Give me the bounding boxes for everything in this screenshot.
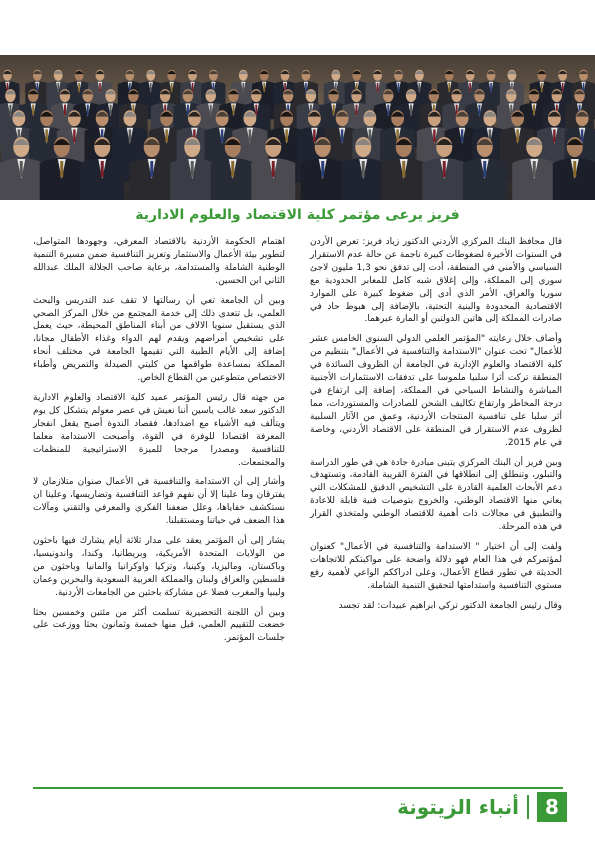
paragraph: وبين فريز أن البنك المركزي يتبنى مبادرة جادة هي في طور الدراسة والتبلور، وتنطلق إلى انطلاقها في الفترة القريبة القادمة، وتستهدف دعم الأبحاث العلمية القادرة على التشخيص الدقيق للمشكلات التي يعاني منها الاقتصاد الوطني، والخروج بتوصيات فنية قابلة للاعادة والتطبيق في مجالات ذات أهمية للاقتصاد الوطني ولمتخذي القرار في هذه المرحلة. [310, 457, 562, 533]
group-photo [0, 55, 595, 200]
paragraph: وأشار إلى أن الاستدامة والتنافسية في الأعمال صنوان متلازمان لا يفترقان وما علينا إلا أن نفهم قواعد التنافسية وتضاريسها، وعلينا ان نستكشف خفاياها، وعلل ضعفنا الفكري والمعرفي والتقني ومآلات هذا الضعف في حياتنا ومستقبلنا. [33, 477, 285, 527]
article-column-right [310, 236, 562, 619]
paragraph: وبين أن اللجنة التحضيرية تسلمت أكثر من مئتين وخمسين بحثا خضعت للتقييم العلمي، قبل منها خمسة وثمانون بحثا ووزعت على جلسات المؤتمر. [33, 607, 285, 644]
paragraph: قال محافظ البنك المركزي الأردني الدكتور زياد فريز: تعرض الأردن في السنوات الأخيرة لضغوطات كبيرة ناجمة عن حالة عدم الاستقرار السياسي والأمني في المنطقة، أدت إلى تدفق نحو 1,3 مليون لاجئ سوري إلى المملكة، وإلى إغلاق شبه كامل للمعابر الحدودية مع سوريا والعراق، الأمر الذي أدى إلى ضغوط كبيرة على الموارد الاقتصادية المحدودة والبنية التحتية، بالإضافة إلى هبوط حاد في صادرات المملكة إلى هاتين الدولتين أو المارة عبرهما. [310, 237, 562, 325]
footer-separator [527, 795, 529, 819]
article-title: فريز يرعى مؤتمر كلية الاقتصاد والعلوم الادارية [135, 207, 460, 223]
footer-divider [33, 787, 563, 789]
top-margin [0, 0, 595, 55]
paragraph: وأضاف خلال رعايته "المؤتمر العلمي الدولي السنوي الخامس عشر للأعمال" تحت عنوان "الاستدامة والتنافسية في الأعمال" بتنظيم من كلية الاقتصاد والعلوم الإدارية في الجامعة أن الظروف السائدة في المنطقة تركت أثرا سلبيا ملموسا على تدفقات الاستثمارات الأجنبية المباشرة والنشاط السياحي في المملكة، إضافة إلى ارتفاع في درجة المخاطر وارتفاع تكاليف الشحن للصادرات والمستوردات، مما أثر سلبا على تنافسية المنتجات الأردنية، وعمق من الآثار السلبية لظروف عدم الاستقرار في المنطقة على الاقتصاد الأردني، وخاصة في عام 2015. [310, 334, 562, 448]
page-footer [397, 790, 567, 824]
paragraph: ولفت إلى أن اختيار " الاستدامة والتنافسية في الأعمال" كعنوان لمؤتمركم في هذا العام فهو دلالة واضحة على مواكبتكم للاتجاهات الحديثة في تطور قطاع الأعمال، وعلى ادراككم الواعي لأهمية رفع مستوى التنافسية واستدامتها لتحقيق التنمية الشاملة. [310, 541, 562, 591]
paragraph: يشار إلى أن المؤتمر يعقد على مدار ثلاثة أيام يشارك فيها باحثون من الولايات المتحدة الأمريكية، وبريطانيا، وكندا، واندونيسيا، وباكستان، وماليزيا، وكينيا، وتركيا واوكرانيا والمانيا وباحثون من فلسطين والعراق ولبنان والمملكة العربية السعودية والبحرين وعمان وليبيا والمغرب فضلا عن مشاركة باحثين من الجامعات الأردنية. [33, 536, 285, 598]
magazine-logo: أنباء الزيتونة [397, 795, 519, 819]
paragraph: اهتمام الحكومة الأردنية بالاقتصاد المعرفي، وجهودها المتواصل، لتطوير بيئة الأعمال والاستثمار وتعزيز التنافسية ضمن مسيرة التنمية الوطنية الشاملة والمستدامة، برعاية صاحب الجلالة الملك عبدالله الثاني ابن الحسين. [33, 237, 285, 286]
group-photo-crowd [0, 55, 595, 200]
page-number: 8 [537, 792, 567, 822]
paragraph: وقال رئيس الجامعة الدكتور تركي ابراهيم عبيدات: لقد تجسد [338, 600, 562, 611]
paragraph: من جهته قال رئيس المؤتمر عميد كلية الاقتصاد والعلوم الادارية الدكتور سعد غالب ياسين أننا نعيش في عصر معولم يتشكل كل يوم ويتألف فيه الأشياء مع اضدادها، فقصاد الندوة أصبح يقعل انفجار المعرفة اقتصادا للوفرة في القوة، وأصبحت الاستدامة معلما للتنافسية ومصدرا مرجحا للميزة الاستراتيجية للمنظمات والمجتمعات. [33, 392, 285, 468]
paragraph: وبين أن الجامعة تعي أن رسالتها لا تقف عند التدريس والبحث العلمي، بل تتعدى ذلك إلى خدمة المجتمع من خلال المركز الصحي الذي يستقبل سنويا الالاف من أبناء المناطق المحيطة، حيث يعمل على تشخيص أمراضهم ويقدم لهم الدواء وغذاء الأطفال مجانا، إضافة إلى الأيام الطبية التي تقيمها الجامعة في مختلف أنحاء المملكة بمساعدة طواقمها من كليتي الصيدلة والتمريض وأطباء الاختصاص متطوعين من القطاع الخاص. [33, 295, 285, 384]
article-column-left [33, 236, 285, 652]
